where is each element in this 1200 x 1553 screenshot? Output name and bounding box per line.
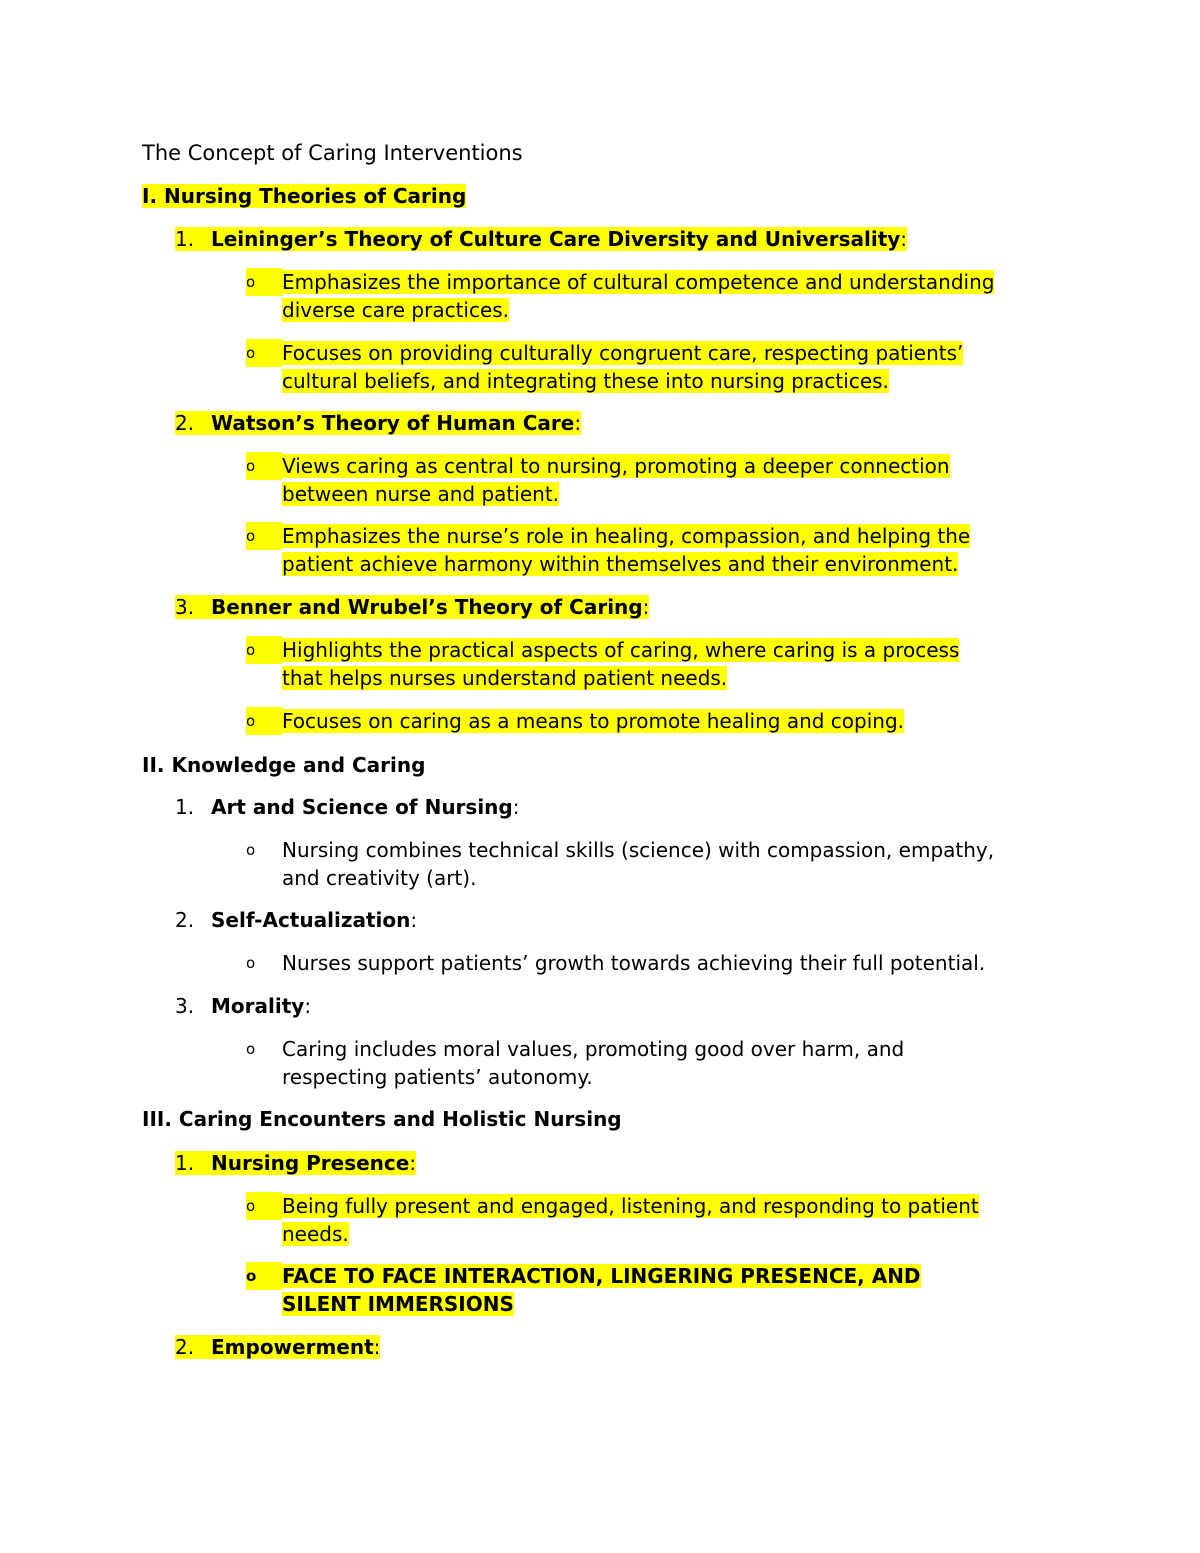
list-item-heading-text <box>175 795 520 819</box>
bullet-text-line <box>282 949 985 977</box>
bullet-text: diverse care practices. <box>282 298 510 322</box>
bullet-text: SILENT IMMERSIONS <box>282 1292 514 1316</box>
bullet-text-line <box>282 480 559 508</box>
list-item-number: 1. <box>175 1151 195 1175</box>
bullet-marker: o <box>246 522 282 550</box>
list-item-colon: : <box>642 595 650 619</box>
list-item-heading <box>175 992 311 1020</box>
list-item-heading-text <box>175 908 417 932</box>
list-item-number: 2. <box>175 908 195 932</box>
list-item-number: 1. <box>175 227 195 251</box>
bullet-text: Highlights the practical aspects of caring, where caring is a process <box>282 638 960 662</box>
section-heading-text <box>142 184 466 208</box>
list-item-number: 2. <box>175 411 195 435</box>
list-item-heading-text <box>175 595 649 619</box>
list-item-colon: : <box>900 227 908 251</box>
section-heading <box>142 751 425 779</box>
list-item-label: Watson’s Theory of Human Care <box>211 411 575 435</box>
bullet-text: Caring includes moral values, promoting good over harm, and <box>282 1037 905 1061</box>
bullet-text-line <box>282 367 889 395</box>
bullet-text-line <box>282 636 959 664</box>
section-heading-text <box>142 1107 622 1131</box>
bullet-text-line <box>282 1290 514 1318</box>
bullet-text: Emphasizes the nurse’s role in healing, compassion, and helping the <box>282 524 971 548</box>
list-item-number: 2. <box>175 1335 195 1359</box>
section-number: III. <box>142 1107 172 1131</box>
list-item-label: Morality <box>211 994 305 1018</box>
bullet-marker: o <box>246 452 282 480</box>
list-item-heading <box>175 1333 380 1361</box>
list-item-heading <box>175 593 649 621</box>
list-item-label: Art and Science of Nursing <box>211 795 513 819</box>
section-heading <box>142 182 466 210</box>
bullet-text: Emphasizes the importance of cultural competence and understanding <box>282 270 995 294</box>
bullet-text: Nurses support patients’ growth towards achieving their full potential. <box>282 951 986 975</box>
list-item-colon: : <box>409 1151 417 1175</box>
bullet-marker: o <box>246 841 256 859</box>
list-item-number: 3. <box>175 595 195 619</box>
section-number: I. <box>142 184 158 208</box>
bullet-text-line <box>282 522 970 550</box>
bullet-text: Views caring as central to nursing, promoting a deeper connection <box>282 454 950 478</box>
page-title: The Concept of Caring Interventions <box>142 141 523 165</box>
section-title: Caring Encounters and Holistic Nursing <box>178 1107 622 1131</box>
bullet-text: Nursing combines technical skills (science) with compassion, empathy, <box>282 838 995 862</box>
bullet-marker: o <box>246 954 256 972</box>
list-item-heading <box>175 906 417 934</box>
list-item-heading-text <box>175 994 311 1018</box>
bullet-text-line <box>282 1220 349 1248</box>
bullet-marker: o <box>246 339 282 367</box>
list-item-heading <box>175 1149 416 1177</box>
bullet-marker: o <box>246 707 282 735</box>
bullet-text-line <box>282 339 963 367</box>
section-heading-text <box>142 753 425 777</box>
bullet-text-line <box>282 452 950 480</box>
bullet-text: Focuses on caring as a means to promote healing and coping. <box>282 709 905 733</box>
bullet-text-line <box>282 1192 979 1220</box>
list-item-number: 1. <box>175 795 195 819</box>
bullet-text: Being fully present and engaged, listening, and responding to patient <box>282 1194 979 1218</box>
section-number: II. <box>142 753 165 777</box>
section-title: Knowledge and Caring <box>171 753 426 777</box>
bullet-text-line <box>282 664 727 692</box>
bullet-text: between nurse and patient. <box>282 482 560 506</box>
list-item-heading-text <box>175 227 907 251</box>
bullet-text: and creativity (art). <box>282 866 477 890</box>
bullet-text: that helps nurses understand patient needs. <box>282 666 728 690</box>
list-item-heading <box>175 225 907 253</box>
bullet-text: Focuses on providing culturally congruent care, respecting patients’ <box>282 341 964 365</box>
bullet-text-line <box>282 836 994 864</box>
list-item-label: Nursing Presence <box>211 1151 410 1175</box>
list-item-heading <box>175 409 581 437</box>
list-item-number: 3. <box>175 994 195 1018</box>
list-item-heading-text <box>175 1335 380 1359</box>
bullet-text: cultural beliefs, and integrating these into nursing practices. <box>282 369 889 393</box>
list-item-heading-text <box>175 411 581 435</box>
list-item-label: Leininger’s Theory of Culture Care Diversity and Universality <box>211 227 901 251</box>
list-item-label: Self-Actualization <box>211 908 411 932</box>
list-item-heading <box>175 793 520 821</box>
bullet-marker: o <box>246 1040 256 1058</box>
bullet-marker: o <box>246 1192 282 1220</box>
list-item-colon: : <box>512 795 520 819</box>
bullet-text-line <box>282 1262 921 1290</box>
list-item-label: Empowerment <box>211 1335 374 1359</box>
bullet-text-line <box>282 268 994 296</box>
list-item-label: Benner and Wrubel’s Theory of Caring <box>211 595 643 619</box>
bullet-text-line <box>282 550 958 578</box>
list-item-heading-text <box>175 1151 416 1175</box>
section-heading <box>142 1105 622 1133</box>
bullet-text-line <box>282 1035 904 1063</box>
section-title: Nursing Theories of Caring <box>164 184 467 208</box>
bullet-text: FACE TO FACE INTERACTION, LINGERING PRESENCE, AND <box>282 1264 921 1288</box>
bullet-marker: o <box>246 268 282 296</box>
bullet-text: respecting patients’ autonomy. <box>282 1065 593 1089</box>
bullet-text: needs. <box>282 1222 349 1246</box>
list-item-colon: : <box>410 908 418 932</box>
bullet-text-line <box>282 296 509 324</box>
bullet-marker: o <box>246 1262 282 1290</box>
bullet-text-line <box>282 707 904 735</box>
bullet-text: patient achieve harmony within themselves and their environment. <box>282 552 959 576</box>
bullet-marker: o <box>246 636 282 664</box>
list-item-colon: : <box>574 411 582 435</box>
list-item-colon: : <box>304 994 312 1018</box>
list-item-colon: : <box>373 1335 381 1359</box>
bullet-text-line <box>282 864 476 892</box>
bullet-text-line <box>282 1063 593 1091</box>
